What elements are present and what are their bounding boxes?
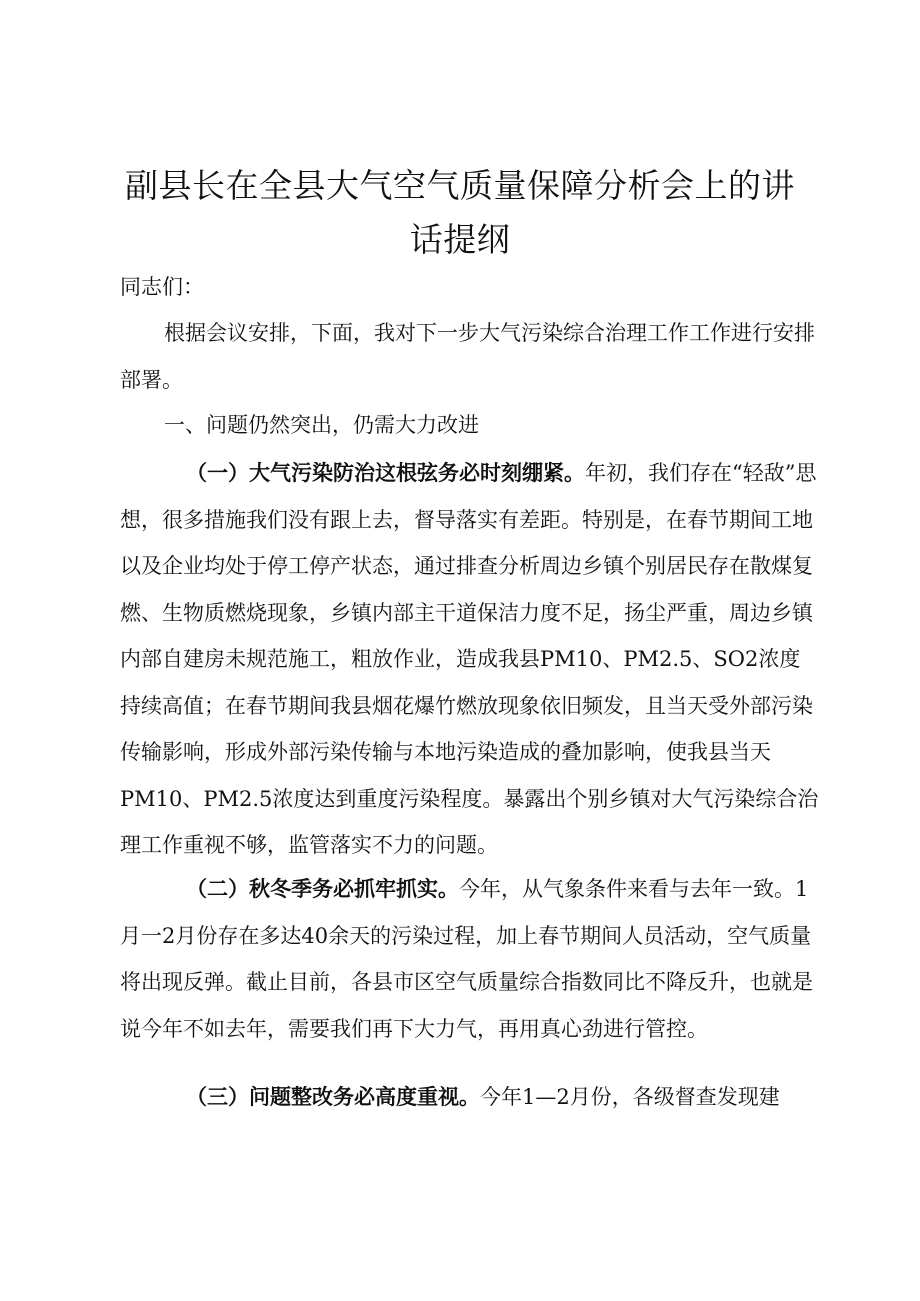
paragraph-2-lead: （二）秋冬季务必抓牢抓实。 [186,876,459,901]
document-title-line-1: 副县长在全县大气空气质量保障分析会上的讲 [125,166,795,205]
intro-paragraph: 根据会议安排，下面，我对下一步大气污染综合治理工作工作进行安排部署。 [120,321,815,392]
section-1-heading: 一、问题仍然突出，仍需大力改进 [164,413,479,437]
paragraph-3-text: 今年1—2月份，各级督查发现建 [480,1085,780,1109]
document-title-line-2: 话提纲 [409,220,511,259]
paragraph-3-lead: （三）问题整改务必高度重视。 [186,1084,480,1109]
paragraph-2-text: 今年，从气象条件来看与去年一致。1月一2月份存在多达40余天的污染过程，加上春节期间人员活动，空气质量将出现反弹。截止目前，各县市区空气质量综合指数同比不降反升，也就是说今年不如去年，需要我们再下大力气，再用真心劲进行管控。 [120,877,813,1041]
greeting: 同志们： [120,275,204,299]
paragraph-1-lead: （一）大气污染防治这根弦务必时刻绷紧。 [186,460,585,485]
paragraph-3 [120,1074,820,1121]
paragraph-2 [120,866,820,1052]
paragraph-1-text: 年初，我们存在“轻敌”思想，很多措施我们没有跟上去，督导落实有差距。特别是，在春节期间工地以及企业均处于停工停产状态，通过排查分析周边乡镇个别居民存在散煤复燃、生物质燃烧现象，乡镇内部主干道保洁力度不足，扬尘严重，周边乡镇内部自建房未规范施工，粗放作业，造成我县PM10、PM2.5、SO2浓度持续高值；在春节期间我县烟花爆竹燃放现象依旧频发，且当天受外部污染传输影响，形成外部污染传输与本地污染造成的叠加影响，使我县当天PM10、PM2.5浓度达到重度污染程度。暴露出个别乡镇对大气污染综合治理工作重视不够，监管落实不力的问题。 [120,461,819,857]
paragraph-1 [120,450,820,869]
